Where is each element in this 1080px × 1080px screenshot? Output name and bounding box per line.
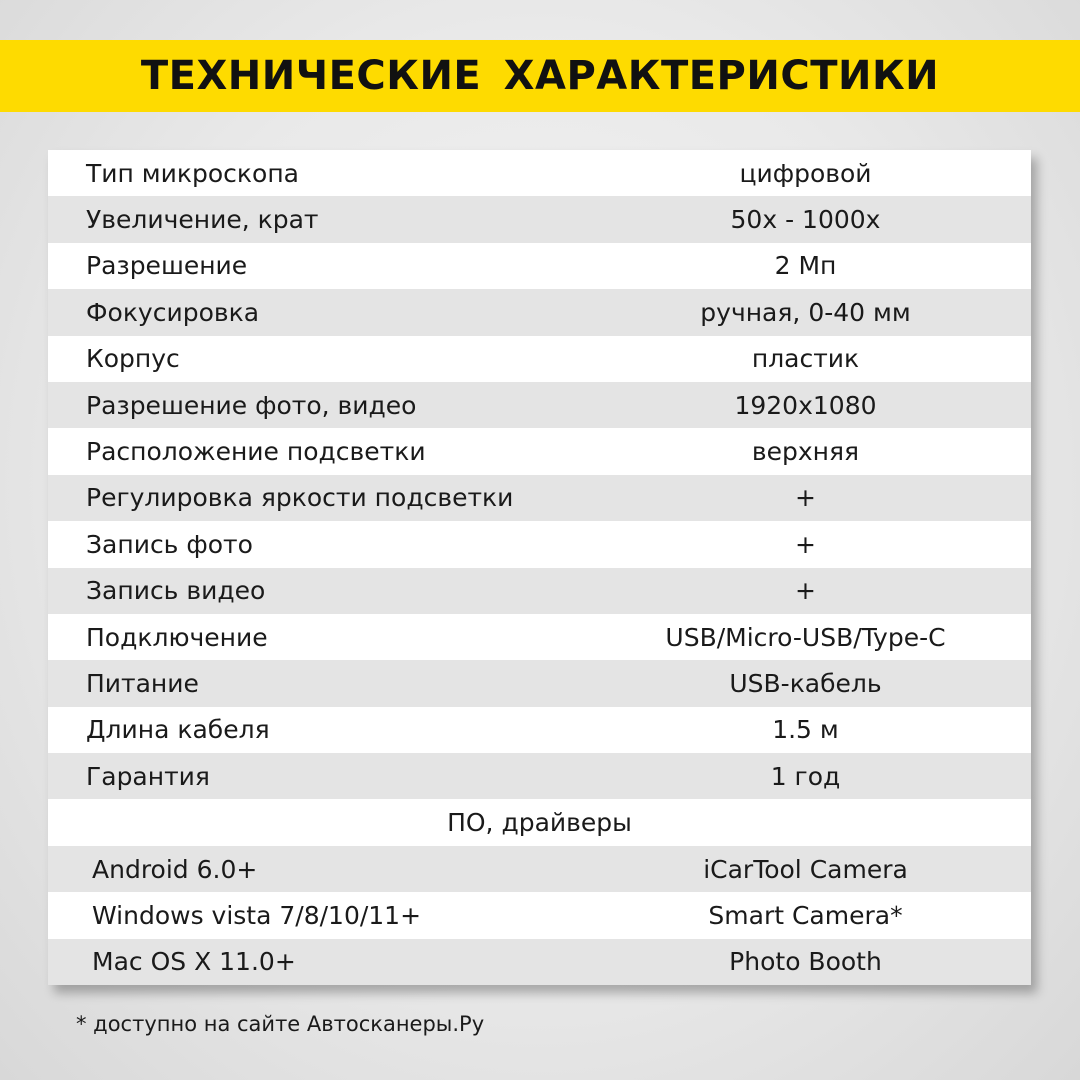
spec-value: USB/Micro-USB/Type-C: [665, 622, 946, 652]
spec-value: цифровой: [739, 158, 872, 188]
spec-row: [48, 521, 1031, 567]
software-os-label: Android 6.0+: [92, 854, 258, 884]
software-row: [48, 892, 1031, 938]
spec-label: Длина кабеля: [86, 715, 270, 745]
spec-value: 1.5 м: [772, 715, 839, 745]
spec-row: [48, 475, 1031, 521]
title-banner: [0, 40, 1080, 112]
spec-value: 1 год: [770, 761, 841, 791]
spec-value: пластик: [751, 344, 860, 374]
spec-label: Расположение подсветки: [86, 437, 426, 467]
spec-value: 1920x1080: [734, 390, 877, 420]
spec-value: +: [795, 576, 816, 606]
software-os-label: Windows vista 7/8/10/11+: [92, 900, 422, 930]
spec-value: 2 Мп: [774, 251, 837, 281]
software-section-heading: [48, 799, 1031, 845]
spec-label: Корпус: [86, 344, 180, 374]
spec-value: +: [795, 529, 816, 559]
spec-label: Увеличение, крат: [86, 205, 319, 235]
spec-row: [48, 568, 1031, 614]
software-os-label: Mac OS X 11.0+: [92, 947, 296, 977]
spec-label: Регулировка яркости подсветки: [86, 483, 514, 513]
spec-row: [48, 428, 1031, 474]
spec-row: [48, 382, 1031, 428]
spec-row: [48, 196, 1031, 242]
software-heading-text: ПО, драйверы: [447, 808, 632, 838]
spec-row: [48, 336, 1031, 382]
footnote: * доступно на сайте Автосканеры.Ру: [76, 1012, 485, 1036]
spec-row: [48, 150, 1031, 196]
spec-value: +: [795, 483, 816, 513]
spec-row: [48, 289, 1031, 335]
spec-value: 50x - 1000x: [730, 205, 881, 235]
spec-label: Фокусировка: [86, 297, 260, 327]
spec-row: [48, 660, 1031, 706]
spec-label: Питание: [86, 668, 199, 698]
software-row: [48, 939, 1031, 985]
spec-label: Подключение: [86, 622, 268, 652]
spec-label: Тип микроскопа: [86, 158, 299, 188]
spec-row: [48, 753, 1031, 799]
spec-value: USB-кабель: [729, 668, 882, 698]
software-app-value: Photo Booth: [729, 947, 882, 977]
spec-row: [48, 707, 1031, 753]
software-app-value: Smart Camera*: [708, 900, 903, 930]
spec-label: Запись фото: [86, 529, 253, 559]
spec-label: Запись видео: [86, 576, 266, 606]
spec-value: ручная, 0-40 мм: [700, 297, 911, 327]
spec-row: [48, 243, 1031, 289]
spec-label: Разрешение фото, видео: [86, 390, 417, 420]
software-row: [48, 846, 1031, 892]
spec-row: [48, 614, 1031, 660]
page-title: ТЕХНИЧЕСКИЕ ХАРАКТЕРИСТИКИ: [140, 53, 940, 99]
software-app-value: iCarTool Camera: [703, 854, 908, 884]
spec-table: [48, 150, 1031, 985]
spec-label: Гарантия: [86, 761, 210, 791]
spec-label: Разрешение: [86, 251, 248, 281]
spec-value: верхняя: [751, 437, 860, 467]
